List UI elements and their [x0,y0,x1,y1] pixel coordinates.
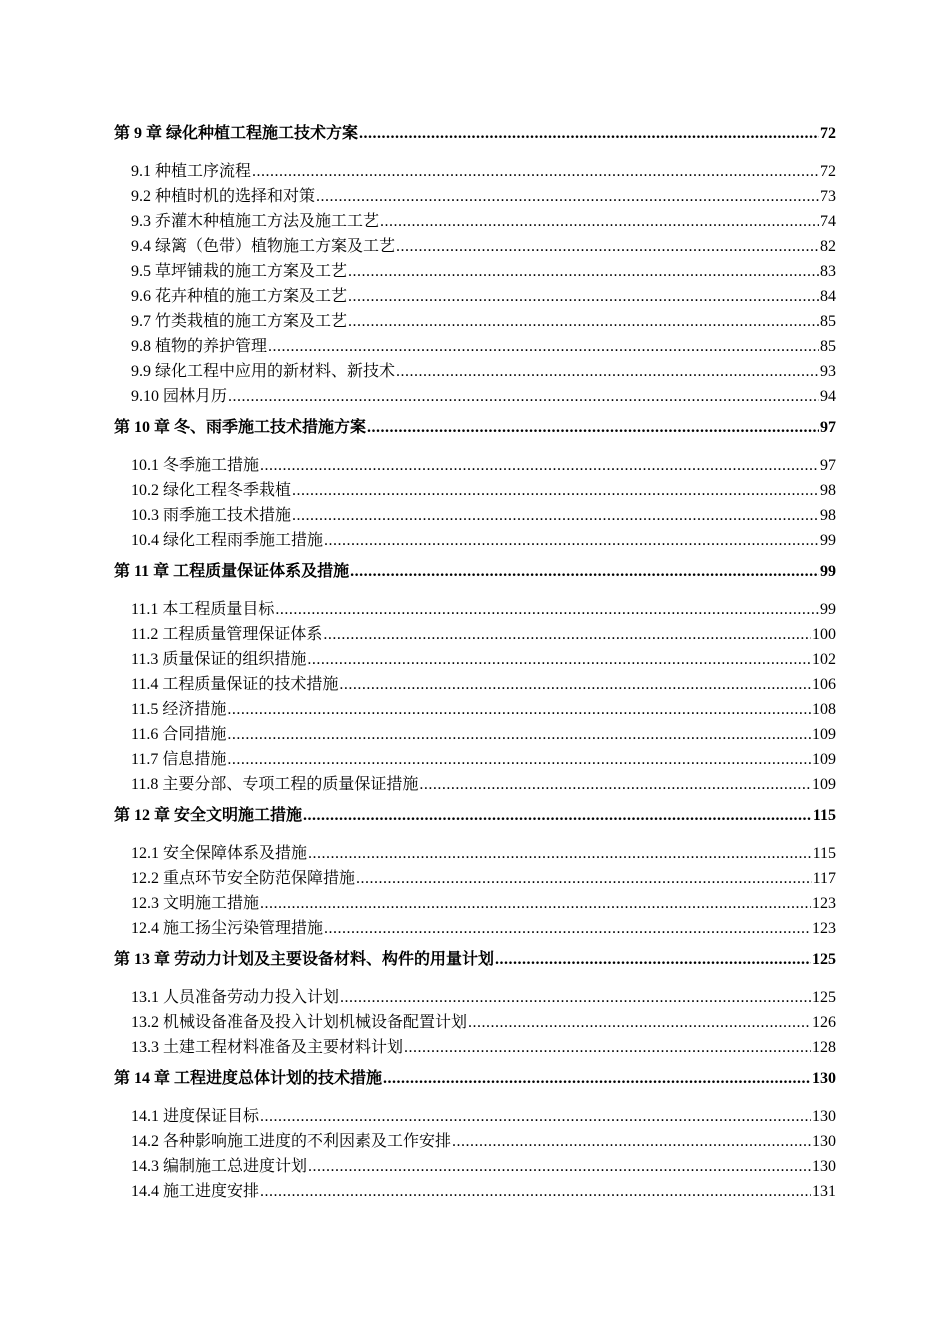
toc-section-entry[interactable] [131,309,836,334]
section-title: 10.3 雨季施工技术措施 [131,507,292,524]
dot-leader [495,950,811,970]
section-page-number: 74 [820,213,836,230]
toc-section-entry[interactable] [131,1154,836,1179]
chapter-title: 第 14 章 工程进度总体计划的技术措施 [114,1070,383,1087]
table-of-contents [114,124,836,1213]
section-title: 11.1 本工程质量目标 [131,601,275,618]
section-title: 12.4 施工扬尘污染管理措施 [131,920,324,937]
dot-leader [359,124,819,144]
section-page-number: 100 [812,626,836,643]
dot-leader [380,209,819,234]
toc-section-entry[interactable] [131,184,836,209]
dot-leader [323,622,811,647]
section-page-number: 93 [820,363,836,380]
section-title: 9.3 乔灌木种植施工方法及施工工艺 [131,213,380,230]
toc-section-entry[interactable] [131,234,836,259]
toc-section-entry[interactable] [131,916,836,941]
chapter-page-number: 125 [812,951,836,968]
dot-leader [356,866,812,891]
toc-chapter-group [114,562,836,797]
dot-leader [275,597,819,622]
toc-section-entry[interactable] [131,453,836,478]
section-title: 14.3 编制施工总进度计划 [131,1158,308,1175]
section-page-number: 98 [820,482,836,499]
section-page-number: 99 [820,601,836,618]
toc-section-entry[interactable] [131,1035,836,1060]
toc-chapter-group [114,950,836,1060]
section-page-number: 83 [820,263,836,280]
dot-leader [396,359,819,384]
section-title: 11.4 工程质量保证的技术措施 [131,676,339,693]
toc-chapter-entry[interactable] [114,418,836,438]
section-title: 11.5 经济措施 [131,701,227,718]
toc-section-entry[interactable] [131,622,836,647]
toc-chapter-group [114,124,836,409]
section-page-number: 131 [812,1183,836,1200]
dot-leader [292,503,819,528]
dot-leader [227,722,811,747]
dot-leader [292,478,819,503]
toc-section-entry[interactable] [131,647,836,672]
toc-section-entry[interactable] [131,985,836,1010]
dot-leader [339,672,811,697]
chapter-page-number: 97 [820,419,836,436]
chapter-title: 第 12 章 安全文明施工措施 [114,807,303,824]
toc-section-entry[interactable] [131,209,836,234]
toc-section-entry[interactable] [131,841,836,866]
section-title: 10.4 绿化工程雨季施工措施 [131,532,324,549]
chapter-title: 第 11 章 工程质量保证体系及措施 [114,563,350,580]
section-page-number: 99 [820,532,836,549]
dot-leader [228,384,819,409]
section-title: 14.4 施工进度安排 [131,1183,260,1200]
dot-leader [404,1035,811,1060]
section-page-number: 106 [812,676,836,693]
section-page-number: 115 [812,845,836,862]
dot-leader [340,985,811,1010]
dot-leader [260,453,819,478]
section-page-number: 109 [812,776,836,793]
section-title: 11.7 信息措施 [131,751,227,768]
section-page-number: 130 [812,1158,836,1175]
section-title: 11.8 主要分部、专项工程的质量保证措施 [131,776,419,793]
toc-section-entry[interactable] [131,772,836,797]
dot-leader [383,1069,811,1089]
toc-section-entry[interactable] [131,384,836,409]
toc-chapter-entry[interactable] [114,806,836,826]
section-title: 12.2 重点环节安全防范保障措施 [131,870,356,887]
dot-leader [367,418,819,438]
section-title: 9.5 草坪铺栽的施工方案及工艺 [131,263,348,280]
section-page-number: 108 [812,701,836,718]
toc-section-entry[interactable] [131,722,836,747]
toc-section-entry[interactable] [131,478,836,503]
toc-chapter-entry[interactable] [114,1069,836,1089]
section-title: 9.1 种植工序流程 [131,163,252,180]
toc-section-entry[interactable] [131,528,836,553]
section-title: 11.2 工程质量管理保证体系 [131,626,323,643]
dot-leader [348,284,819,309]
dot-leader [348,259,819,284]
toc-section-entry[interactable] [131,284,836,309]
section-title: 10.1 冬季施工措施 [131,457,260,474]
dot-leader [252,159,819,184]
dot-leader [419,772,811,797]
section-page-number: 130 [812,1108,836,1125]
section-page-number: 94 [820,388,836,405]
dot-leader [260,891,811,916]
chapter-page-number: 72 [820,125,836,142]
section-title: 13.1 人员准备劳动力投入计划 [131,989,340,1006]
section-title: 9.2 种植时机的选择和对策 [131,188,316,205]
section-page-number: 125 [812,989,836,1006]
section-title: 14.1 进度保证目标 [131,1108,260,1125]
toc-section-entry[interactable] [131,359,836,384]
section-title: 11.3 质量保证的组织措施 [131,651,307,668]
dot-leader [316,184,819,209]
toc-section-entry[interactable] [131,1129,836,1154]
dot-leader [348,309,819,334]
dot-leader [324,916,811,941]
section-page-number: 85 [820,313,836,330]
chapter-page-number: 130 [812,1070,836,1087]
toc-section-entry[interactable] [131,334,836,359]
section-title: 9.4 绿篱（色带）植物施工方案及工艺 [131,238,396,255]
chapter-page-number: 99 [820,563,836,580]
section-page-number: 102 [812,651,836,668]
toc-chapter-entry[interactable] [114,950,836,970]
toc-section-entry[interactable] [131,1179,836,1204]
dot-leader [452,1129,811,1154]
section-page-number: 126 [812,1014,836,1031]
toc-section-entry[interactable] [131,503,836,528]
dot-leader [227,747,811,772]
section-title: 12.3 文明施工措施 [131,895,260,912]
section-title: 10.2 绿化工程冬季栽植 [131,482,292,499]
toc-section-entry[interactable] [131,747,836,772]
chapter-title: 第 9 章 绿化种植工程施工技术方案 [114,125,359,142]
dot-leader [324,528,819,553]
section-title: 9.7 竹类栽植的施工方案及工艺 [131,313,348,330]
dot-leader [396,234,819,259]
toc-section-entry[interactable] [131,866,836,891]
dot-leader [307,647,811,672]
dot-leader [303,806,812,826]
toc-section-entry[interactable] [131,1010,836,1035]
section-title: 9.8 植物的养护管理 [131,338,268,355]
section-page-number: 123 [812,895,836,912]
toc-section-entry[interactable] [131,597,836,622]
section-page-number: 97 [820,457,836,474]
section-page-number: 130 [812,1133,836,1150]
section-page-number: 82 [820,238,836,255]
toc-chapter-entry[interactable] [114,124,836,144]
section-title: 14.2 各种影响施工进度的不利因素及工作安排 [131,1133,452,1150]
toc-section-entry[interactable] [131,259,836,284]
section-page-number: 117 [812,870,836,887]
toc-chapter-group [114,806,836,941]
section-page-number: 98 [820,507,836,524]
toc-chapter-entry[interactable] [114,562,836,582]
section-page-number: 72 [820,163,836,180]
toc-section-entry[interactable] [131,891,836,916]
section-title: 13.2 机械设备准备及投入计划机械设备配置计划 [131,1014,468,1031]
section-title: 9.6 花卉种植的施工方案及工艺 [131,288,348,305]
dot-leader [260,1179,811,1204]
toc-chapter-group [114,1069,836,1204]
dot-leader [260,1104,811,1129]
section-page-number: 73 [820,188,836,205]
chapter-title: 第 10 章 冬、雨季施工技术措施方案 [114,419,367,436]
dot-leader [308,1154,811,1179]
section-page-number: 128 [812,1039,836,1056]
toc-section-entry[interactable] [131,672,836,697]
section-title: 13.3 土建工程材料准备及主要材料计划 [131,1039,404,1056]
section-page-number: 109 [812,751,836,768]
section-page-number: 123 [812,920,836,937]
toc-section-entry[interactable] [131,159,836,184]
dot-leader [227,697,811,722]
section-page-number: 85 [820,338,836,355]
section-title: 12.1 安全保障体系及措施 [131,845,308,862]
section-page-number: 109 [812,726,836,743]
chapter-title: 第 13 章 劳动力计划及主要设备材料、构件的用量计划 [114,951,495,968]
section-title: 9.10 园林月历 [131,388,228,405]
dot-leader [268,334,819,359]
toc-chapter-group [114,418,836,553]
section-title: 9.9 绿化工程中应用的新材料、新技术 [131,363,396,380]
chapter-page-number: 115 [812,807,836,824]
dot-leader [468,1010,811,1035]
toc-section-entry[interactable] [131,1104,836,1129]
toc-section-entry[interactable] [131,697,836,722]
dot-leader [350,562,819,582]
section-title: 11.6 合同措施 [131,726,227,743]
section-page-number: 84 [820,288,836,305]
dot-leader [308,841,812,866]
